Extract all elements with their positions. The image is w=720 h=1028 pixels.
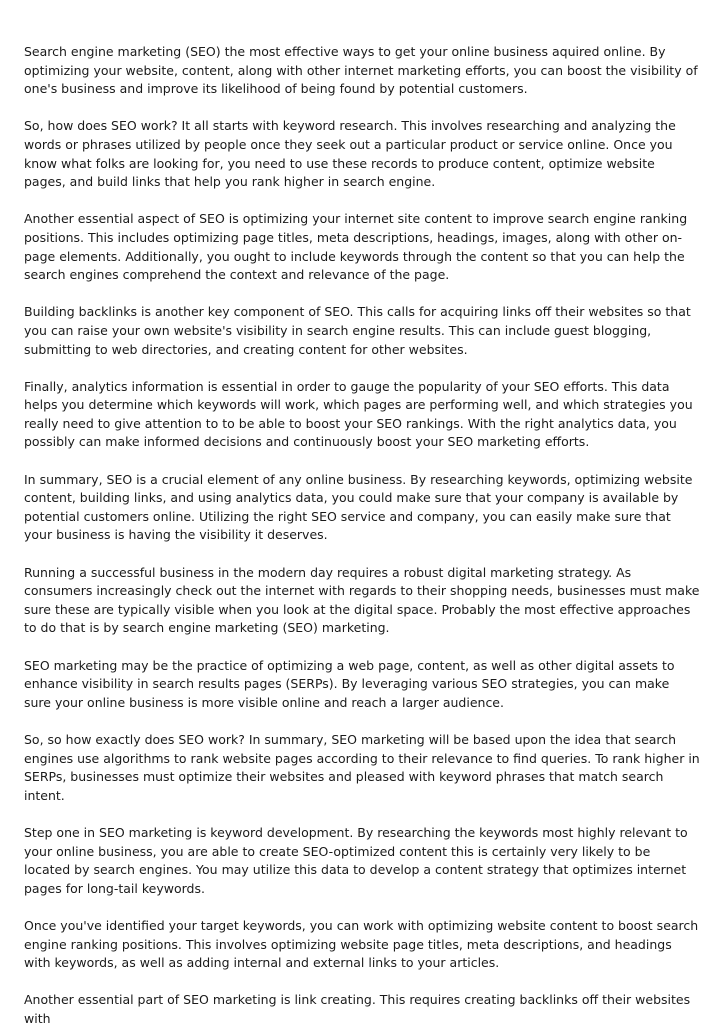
paragraph-analytics: Finally, analytics information is essential in order to gauge the popularity of your SEO efforts. This data helps you determine which keywords will work, which pages are performing well, and which strategies you really need to give attention to to be able to boost your SEO rankings. With the right analytics data, you possibly can make informed decisions and continuously boost your SEO marketing efforts. bbox=[24, 378, 693, 450]
document-body bbox=[24, 43, 700, 1028]
paragraph-digital-strategy: Running a successful business in the modern day requires a robust digital marketing strategy. As consumers increasingly check out the internet with regards to their shopping needs, businesses must make sure these are typically visible when you look at the digital space. Probably the most effective approaches to do that is by search engine marketing (SEO) marketing. bbox=[24, 564, 700, 636]
paragraph-keyword-development: Step one in SEO marketing is keyword development. By researching the keywords most highly relevant to your online business, you are able to create SEO-optimized content this is certainly very likely to be located by search engines. You may utilize this data to develop a content strategy that optimizes internet pages for long-tail keywords. bbox=[24, 824, 688, 896]
paragraph-content-optimization: Another essential aspect of SEO is optimizing your internet site content to improve search engine ranking positions. This includes optimizing page titles, meta descriptions, headings, images, along with other on-page elements. Additionally, you ought to include keywords through the content so that you can help the search engines comprehend the context and relevance of the page. bbox=[24, 211, 688, 283]
paragraph-link-creating: Another essential part of SEO marketing is link creating. This requires creating backlinks off their websites with bbox=[24, 992, 691, 1026]
paragraph-summary: In summary, SEO is a crucial element of any online business. By researching keywords, optimizing website content, building links, and using analytics data, you could make sure that your company is available by potential customers online. Utilizing the right SEO service and company, you can easily make sure that your business is having the visibility it deserves. bbox=[24, 471, 693, 543]
paragraph-seo-intro: Search engine marketing (SEO) the most effective ways to get your online business aquired online. By optimizing your website, content, along with other internet marketing efforts, you can boost the visibility of one's business and improve its likelihood of being found by potential customers. bbox=[24, 44, 698, 97]
paragraph-seo-definition: SEO marketing may be the practice of optimizing a web page, content, as well as other digital assets to enhance visibility in search results pages (SERPs). By leveraging various SEO strategies, you can make sure your online business is more visible online and reach a larger audience. bbox=[24, 657, 675, 710]
paragraph-on-page-optimization: Once you've identified your target keywords, you can work with optimizing website content to boost search engine ranking positions. This involves optimizing website page titles, meta descriptions, and headings with keywords, as well as adding internal and external links to your articles. bbox=[24, 917, 699, 971]
paragraph-how-seo-works: So, so how exactly does SEO work? In summary, SEO marketing will be based upon the idea that search engines use algorithms to rank website pages according to their relevance to find queries. To rank higher in SERPs, businesses must optimize their websites and pleased with keyword phrases that match search intent. bbox=[24, 731, 700, 803]
paragraph-backlinks: Building backlinks is another key component of SEO. This calls for acquiring links off their websites so that you can raise your own website's visibility in search engine results. This can include guest blogging, submitting to web directories, and creating content for other websites. bbox=[24, 304, 691, 357]
paragraph-keyword-research: So, how does SEO work? It all starts with keyword research. This involves researching and analyzing the words or phrases utilized by people once they seek out a particular product or service online. Once you know what folks are looking for, you need to use these records to produce content, optimize website pages, and build links that help you rank higher in search engine. bbox=[24, 118, 676, 190]
